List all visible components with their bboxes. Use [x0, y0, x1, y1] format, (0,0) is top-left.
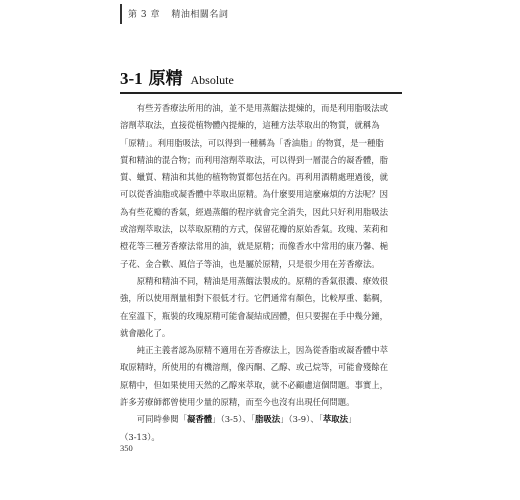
text-line: 許多芳療師都曾使用少量的原精，而至今也沒有出現任何問題。: [120, 397, 355, 408]
see-also-close-1: 」: [212, 414, 221, 425]
text-line: 質、蠟質、精油和其他的植物物質都包括在內。再利用酒精處理過後，就: [120, 172, 388, 183]
text-line: 質和精油的混合物；而利用溶劑萃取法，可以得到一層混合的凝香體，脂: [120, 154, 388, 165]
text-line: 在室溫下，瓶裝的玫瑰原精可能會凝結成固體，但只要握在手中幾分鐘，: [120, 310, 388, 321]
running-header: [128, 7, 228, 20]
see-also-term-1: 凝香體: [187, 414, 213, 425]
see-also-line: [120, 411, 404, 428]
text-line: 溶劑萃取法，直接從植物體內提煉的，這種方法萃取出的物質，就稱為: [120, 120, 380, 131]
body-text: [120, 100, 404, 446]
paragraph-2: [120, 273, 404, 342]
text-line: 強，所以使用劑量相對下很低才行。它們通常有顏色，比較厚重、黏稠，: [120, 293, 388, 304]
section-number: 3-1: [120, 69, 143, 88]
see-also-paragraph: [120, 411, 404, 446]
header-rule: [120, 4, 122, 24]
chapter-title: 精油相關名詞: [171, 10, 229, 20]
see-also-sep-1: 、「: [242, 414, 255, 425]
section-title-en: Absolute: [190, 73, 234, 87]
section-title: [120, 68, 400, 91]
text-line: 就會融化了。: [120, 327, 171, 338]
text-line: 有些芳香療法所用的油，並不是用蒸餾法提煉的，而是利用脂吸法或: [136, 103, 389, 113]
see-also-prefix: 可同時參閱「: [136, 414, 188, 425]
text-line: 或溶劑萃取法，以萃取原精的方式，保留花瓣的原始香氣。玫瑰、茉莉和: [120, 224, 388, 235]
paragraph-3: [120, 342, 404, 411]
text-line: 原精和精油不同，精油是用蒸餾法製成的。原精的香氣很濃、療效很: [136, 275, 389, 286]
title-underline: [120, 92, 402, 94]
see-also-close-3: 」: [348, 414, 357, 425]
text-line: 原精中，但如果使用天然的乙醇來萃取，就不必顧慮這個問題。事實上，: [120, 379, 388, 390]
text-line: 子花、金合歡、風信子等油，也是屬於原精，只是很少用在芳香療法。: [120, 258, 380, 269]
text-line: 純正主義者認為原精不適用在芳香療法上，因為從香脂或凝香體中萃: [136, 345, 389, 356]
text-line: 橙花等三種芳香療法常用的油，就是原精；而像香水中常用的康乃馨、梔: [120, 241, 388, 252]
see-also-term-3: 萃取法: [322, 414, 349, 425]
see-also-close-2: 」: [280, 414, 289, 425]
chapter-number: 第 3 章: [128, 10, 160, 20]
section-title-zh: 原精: [148, 69, 183, 89]
text-line: 可以從香油脂或凝香體中萃取出原精。為什麼要用這麼麻煩的方法呢？因: [120, 189, 388, 200]
paragraph-1: [120, 100, 404, 273]
see-also-term-2: 脂吸法: [254, 414, 281, 425]
see-also-ref-3: （3-13）。: [120, 431, 160, 442]
page-number: 350: [120, 443, 133, 453]
text-line: 「原精」。利用脂吸法，可以得到一種稱為「香油脂」的物質，是一種脂: [120, 137, 384, 148]
text-line: 為有些花瓣的香氣，經過蒸餾的程序就會完全消失，因此只好利用脂吸法: [120, 206, 388, 217]
text-line: 取原精時，所使用的有機溶劑，像丙酮、乙醇、或己烷等，可能會殘餘在: [120, 362, 388, 373]
see-also-sep-2: 、「: [310, 414, 323, 425]
see-also-ref-2: （3-9）: [288, 414, 311, 425]
see-also-ref-1: （3-5）: [220, 414, 243, 425]
